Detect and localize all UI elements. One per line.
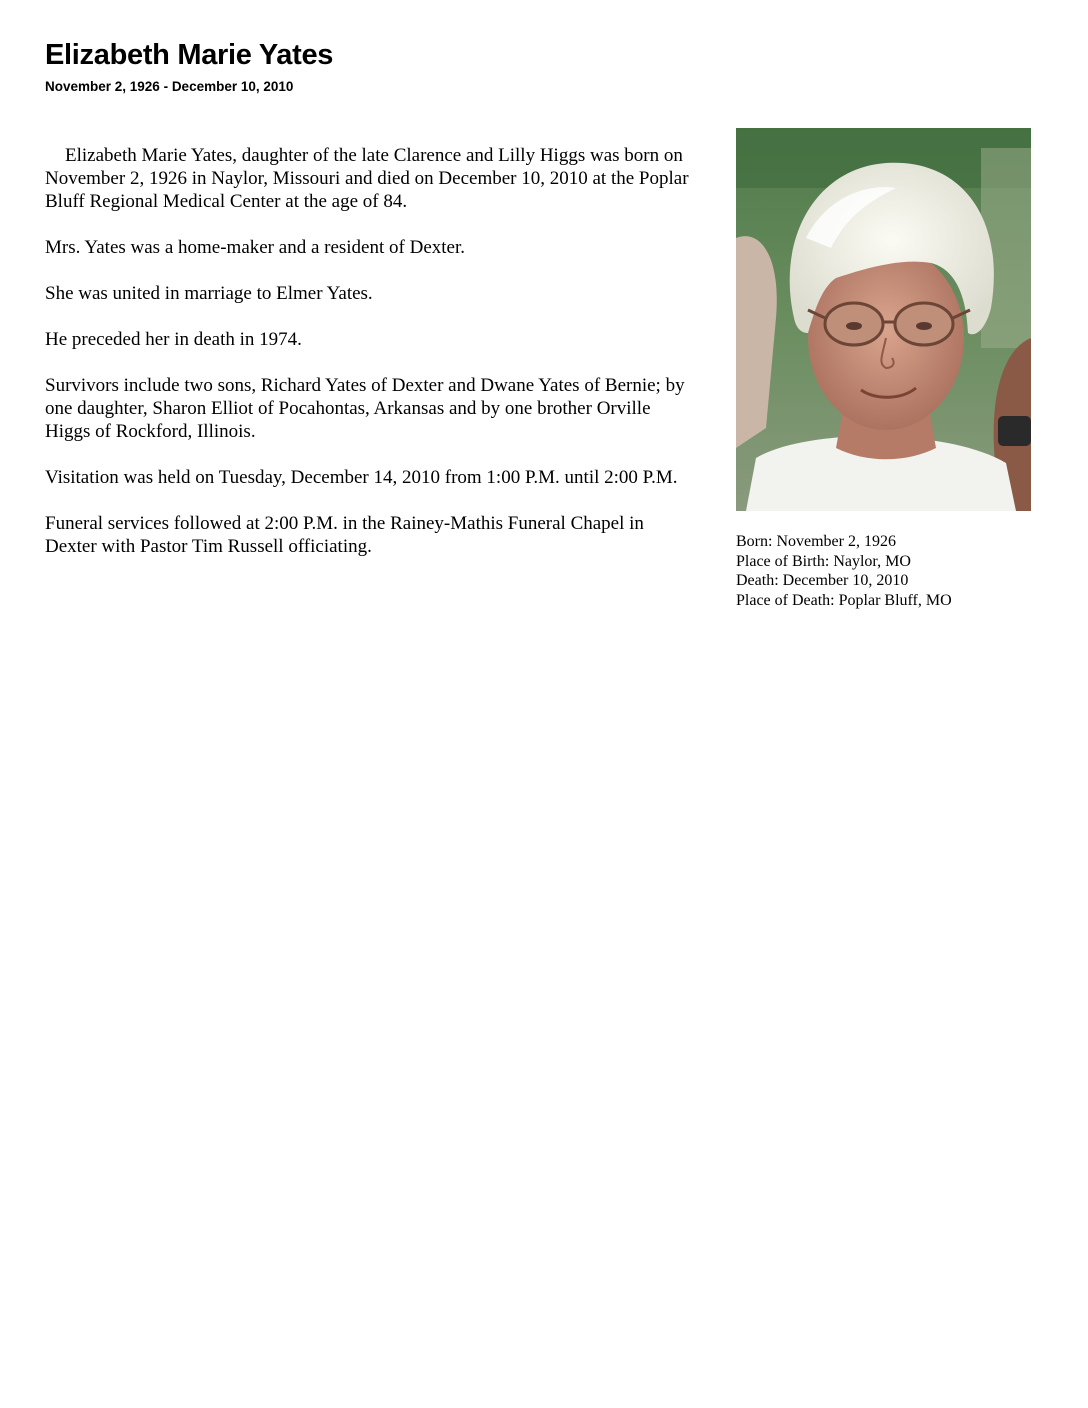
obituary-paragraph: Elizabeth Marie Yates, daughter of the late Clarence and Lilly Higgs was born on November 2, 1926 in Naylor, Missouri and died on December 10, 2010 at the Poplar Bluff Regional Medical Center at the age of 84. xyxy=(45,145,689,212)
place-of-birth: Place of Birth: Naylor, MO xyxy=(736,552,911,570)
place-of-death: Place of Death: Poplar Bluff, MO xyxy=(736,591,952,609)
obituary-paragraph: Funeral services followed at 2:00 P.M. in the Rainey-Mathis Funeral Chapel in Dexter with Pastor Tim Russell officiating. xyxy=(45,513,644,557)
life-dates: November 2, 1926 - December 10, 2010 xyxy=(45,79,294,94)
obituary-paragraph: Visitation was held on Tuesday, December 14, 2010 from 1:00 P.M. until 2:00 P.M. xyxy=(45,467,678,488)
born-date: Born: November 2, 1926 xyxy=(736,533,896,550)
obituary-paragraph: He preceded her in death in 1974. xyxy=(45,329,302,350)
obituary-paragraph: Survivors include two sons, Richard Yates of Dexter and Dwane Yates of Bernie; by one daughter, Sharon Elliot of Pocahontas, Arkansas and by one brother Orville Higgs of Rockford, Illinois. xyxy=(45,375,685,442)
obituary-text xyxy=(45,144,765,581)
obituary-paragraph: She was united in marriage to Elmer Yates. xyxy=(45,283,373,304)
obituary-paragraph: Mrs. Yates was a home-maker and a resident of Dexter. xyxy=(45,237,465,258)
portrait-photo xyxy=(736,128,1031,511)
vital-facts xyxy=(736,532,952,610)
death-date: Death: December 10, 2010 xyxy=(736,572,909,589)
page-title: Elizabeth Marie Yates xyxy=(45,39,334,71)
